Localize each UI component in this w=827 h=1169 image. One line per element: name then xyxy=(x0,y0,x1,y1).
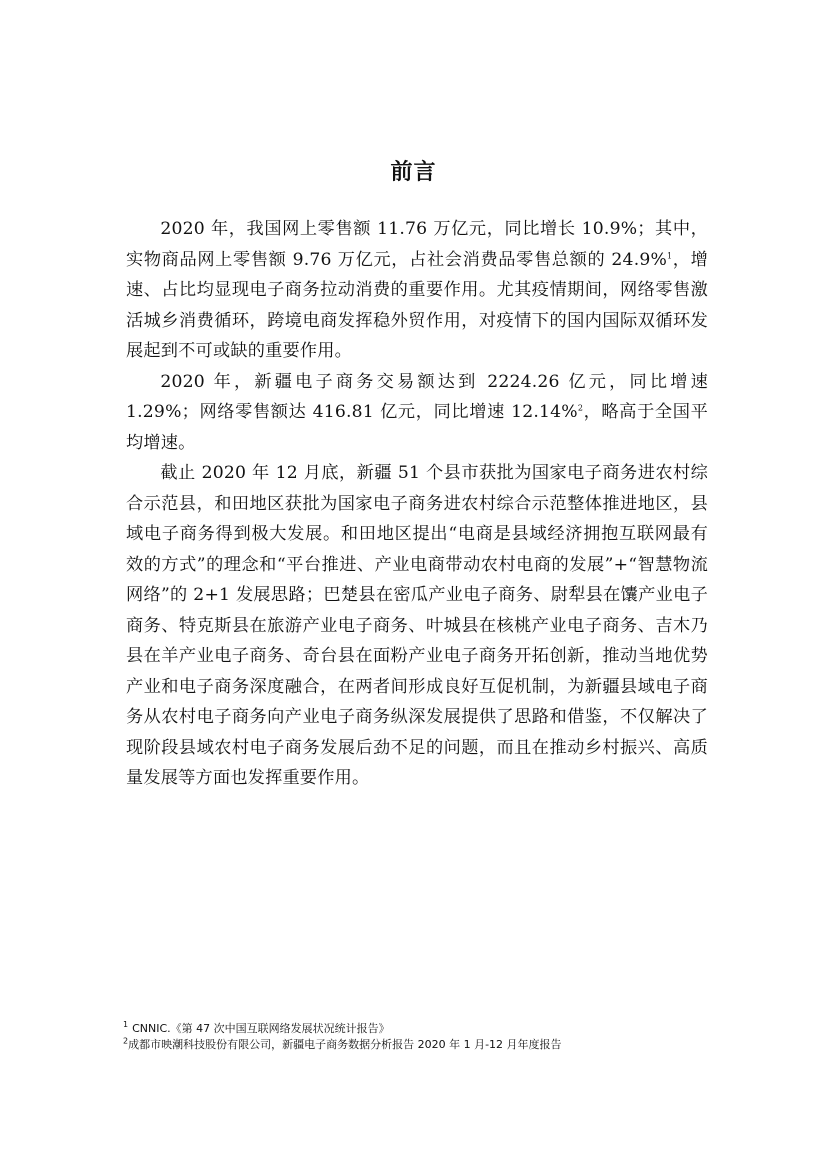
footnote-1-mark: 1 xyxy=(123,1020,129,1030)
footnote-2-text: 成都市映潮科技股份有限公司，新疆电子商务数据分析报告 2020 年 1 月-12 月年度报告 xyxy=(128,1038,562,1051)
paragraph-1-text-b: ，增速、占比均显现电子商务拉动消费的重要作用。尤其疫情期间，网络零售激活城乡消费循环，跨境电商发挥稳外贸作用，对疫情下的国内国际双循环发展起到不可或缺的重要作用。 xyxy=(126,249,708,361)
body-text xyxy=(126,214,708,794)
footnote-1 xyxy=(123,1021,723,1037)
footnote-ref-2: 2 xyxy=(577,403,584,413)
footnote-2 xyxy=(123,1037,723,1053)
footnote-1-text: CNNIC.《第 47 次中国互联网络发展状况统计报告》 xyxy=(132,1022,390,1035)
page-title: 前言 xyxy=(390,159,437,185)
paragraph-2-text-b: ，略高于全国平均增速。 xyxy=(126,402,708,453)
footnotes xyxy=(123,1021,723,1053)
paragraph-3-text: 截止 2020 年 12 月底，新疆 51 个县市获批为国家电子商务进农村综合示范县，和田地区获批为国家电子商务进农村综合示范整体推进地区，县域电子商务得到极大发展。和田地区提出“电商是县域经济拥抱互联网最有效的方式”的理念和“平台推进、产业电商带动农村电商的发展”+“智慧物流网络”的 2+1 发展思路；巴楚县在密瓜产业电子商务、尉犁县在馕产业电子商务、特克斯县在旅游产业电子商务、叶城县在核桃产业电子商务、吉木乃县在羊产业电子商务、奇台县在面粉产业电子商务开拓创新，推动当地优势产业和电子商务深度融合，在两者间形成良好互促机制，为新疆县域电子商务从农村电子商务向产业电子商务纵深发展提供了思路和借鉴，不仅解决了现阶段县域农村电子商务发展后劲不足的问题，而且在推动乡村振兴、高质量发展等方面也发挥重要作用。 xyxy=(126,463,708,788)
paragraph-2 xyxy=(126,367,708,459)
paragraph-3 xyxy=(126,458,708,794)
paragraph-2-text-a: 2020 年，新疆电子商务交易额达到 2224.26 亿元，同比增速 1.29%；网络零售额达 416.81 亿元，同比增速 12.14% xyxy=(126,371,708,422)
paragraph-1-text-a: 2020 年，我国网上零售额 11.76 万亿元，同比增长 10.9%；其中，实物商品网上零售额 9.76 万亿元，占社会消费品零售总额的 24.9% xyxy=(126,219,708,270)
footnote-2-mark: 2 xyxy=(123,1036,129,1046)
paragraph-1 xyxy=(126,214,708,367)
footnote-ref-1: 1 xyxy=(667,250,673,260)
